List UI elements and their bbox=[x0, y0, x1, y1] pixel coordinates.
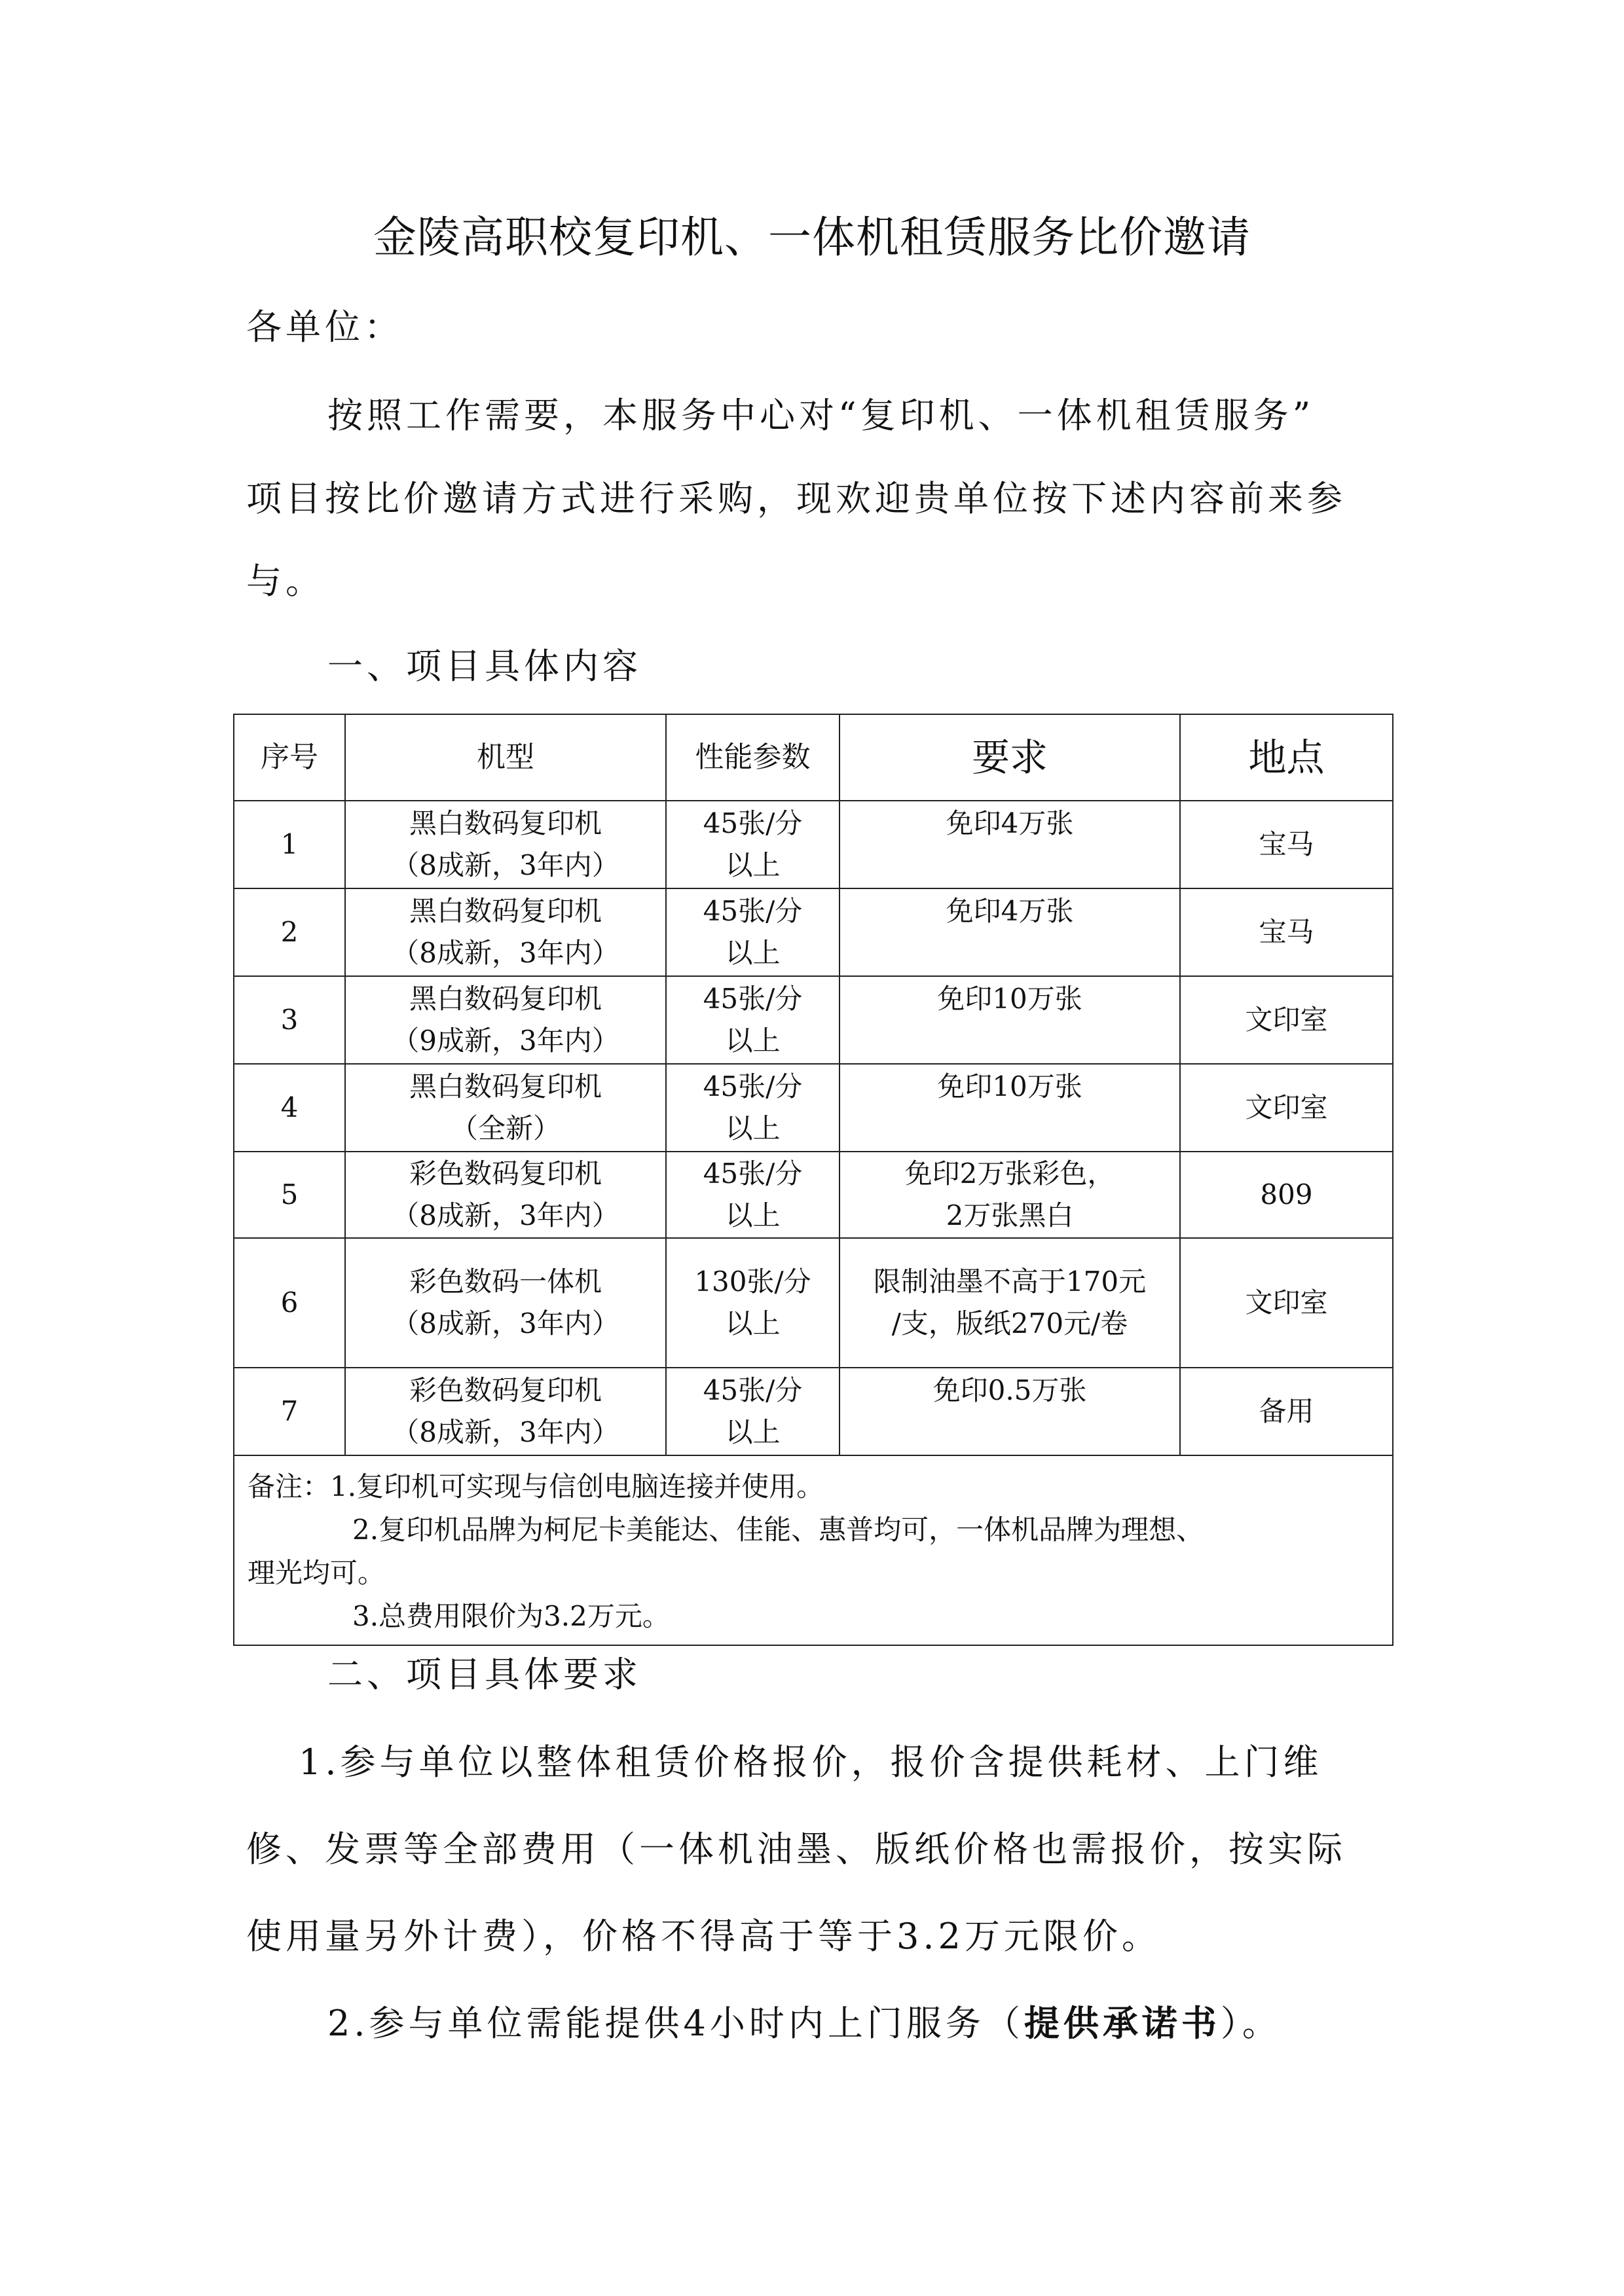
row-no: 4 bbox=[234, 1064, 345, 1152]
row-model: 彩色数码复印机 （8成新，3年内） bbox=[345, 1368, 666, 1455]
row-requirement: 免印0.5万张 bbox=[840, 1368, 1180, 1455]
row-requirement: 免印10万张 bbox=[840, 1064, 1180, 1152]
requirement-2-text: 2.参与单位需能提供4小时内上门服务（ bbox=[327, 2003, 1024, 2044]
requirement-1-line-1: 1.参与单位以整体租赁价格报价，报价含提供耗材、上门维 bbox=[299, 1741, 1323, 1783]
requirement-1-line-2: 修、发票等全部费用（一体机油墨、版纸价格也需报价，按实际 bbox=[246, 1829, 1346, 1870]
row-model: 黑白数码复印机 （8成新，3年内） bbox=[345, 801, 666, 888]
row-no: 1 bbox=[234, 801, 345, 888]
row-model: 彩色数码一体机 （8成新，3年内） bbox=[345, 1238, 666, 1368]
note-line-2: 2.复印机品牌为柯尼卡美能达、佳能、惠普均可，一体机品牌为理想、 bbox=[352, 1514, 1204, 1546]
header-location: 地点 bbox=[1180, 714, 1393, 801]
requirement-2 bbox=[327, 1997, 1282, 2050]
section-heading-2: 二、项目具体要求 bbox=[327, 1654, 642, 1695]
row-location: 文印室 bbox=[1180, 1064, 1393, 1152]
table-row bbox=[234, 1152, 1393, 1238]
note-line-3: 理光均可。 bbox=[248, 1557, 386, 1589]
header-spec: 性能参数 bbox=[666, 714, 840, 801]
requirement-1-line-3: 使用量另外计费），价格不得高于等于3.2万元限价。 bbox=[246, 1916, 1161, 1957]
row-requirement: 免印4万张 bbox=[840, 888, 1180, 976]
row-no: 6 bbox=[234, 1238, 345, 1368]
table-row bbox=[234, 1368, 1393, 1455]
row-no: 5 bbox=[234, 1152, 345, 1238]
row-spec: 130张/分 以上 bbox=[666, 1238, 840, 1368]
requirement-2-emphasis: 提供承诺书 bbox=[1024, 2002, 1221, 2044]
salutation: 各单位： bbox=[246, 306, 403, 348]
items-table bbox=[233, 714, 1393, 1646]
row-model: 黑白数码复印机 （8成新，3年内） bbox=[345, 888, 666, 976]
table-row bbox=[234, 976, 1393, 1064]
row-location: 宝马 bbox=[1180, 888, 1393, 976]
table-row bbox=[234, 1064, 1393, 1152]
row-location: 备用 bbox=[1180, 1368, 1393, 1455]
row-spec: 45张/分 以上 bbox=[666, 801, 840, 888]
header-model: 机型 bbox=[345, 714, 666, 801]
row-location: 文印室 bbox=[1180, 976, 1393, 1064]
table-notes bbox=[234, 1455, 1393, 1645]
row-model: 彩色数码复印机 （8成新，3年内） bbox=[345, 1152, 666, 1238]
table-notes-row bbox=[234, 1455, 1393, 1645]
row-requirement: 免印10万张 bbox=[840, 976, 1180, 1064]
row-no: 7 bbox=[234, 1368, 345, 1455]
table-row bbox=[234, 801, 1393, 888]
row-requirement: 免印4万张 bbox=[840, 801, 1180, 888]
row-spec: 45张/分 以上 bbox=[666, 976, 840, 1064]
row-spec: 45张/分 以上 bbox=[666, 1152, 840, 1238]
intro-line-2: 项目按比价邀请方式进行采购，现欢迎贵单位按下述内容前来参 bbox=[246, 478, 1346, 519]
row-location: 809 bbox=[1180, 1152, 1393, 1238]
row-requirement: 免印2万张彩色， 2万张黑白 bbox=[840, 1152, 1180, 1238]
row-no: 2 bbox=[234, 888, 345, 976]
row-spec: 45张/分 以上 bbox=[666, 1368, 840, 1455]
row-no: 3 bbox=[234, 976, 345, 1064]
row-location: 文印室 bbox=[1180, 1238, 1393, 1368]
page-title: 金陵高职校复印机、一体机租赁服务比价邀请 bbox=[373, 212, 1251, 263]
row-requirement: 限制油墨不高于170元 /支，版纸270元/卷 bbox=[840, 1238, 1180, 1368]
intro-line-3: 与。 bbox=[246, 560, 325, 602]
header-requirement: 要求 bbox=[840, 714, 1180, 801]
table-row bbox=[234, 888, 1393, 976]
row-location: 宝马 bbox=[1180, 801, 1393, 888]
note-line-1: 备注：1.复印机可实现与信创电脑连接并使用。 bbox=[248, 1470, 824, 1503]
note-line-4: 3.总费用限价为3.2万元。 bbox=[352, 1600, 670, 1632]
row-model: 黑白数码复印机 （9成新，3年内） bbox=[345, 976, 666, 1064]
row-spec: 45张/分 以上 bbox=[666, 888, 840, 976]
table-header-row bbox=[234, 714, 1393, 801]
header-no: 序号 bbox=[234, 714, 345, 801]
requirement-2-tail: ）。 bbox=[1220, 2003, 1282, 2044]
section-heading-1: 一、项目具体内容 bbox=[327, 646, 642, 687]
row-spec: 45张/分 以上 bbox=[666, 1064, 840, 1152]
intro-line-1: 按照工作需要，本服务中心对“复印机、一体机租赁服务” bbox=[327, 395, 1315, 436]
row-model: 黑白数码复印机 （全新） bbox=[345, 1064, 666, 1152]
table-row bbox=[234, 1238, 1393, 1368]
